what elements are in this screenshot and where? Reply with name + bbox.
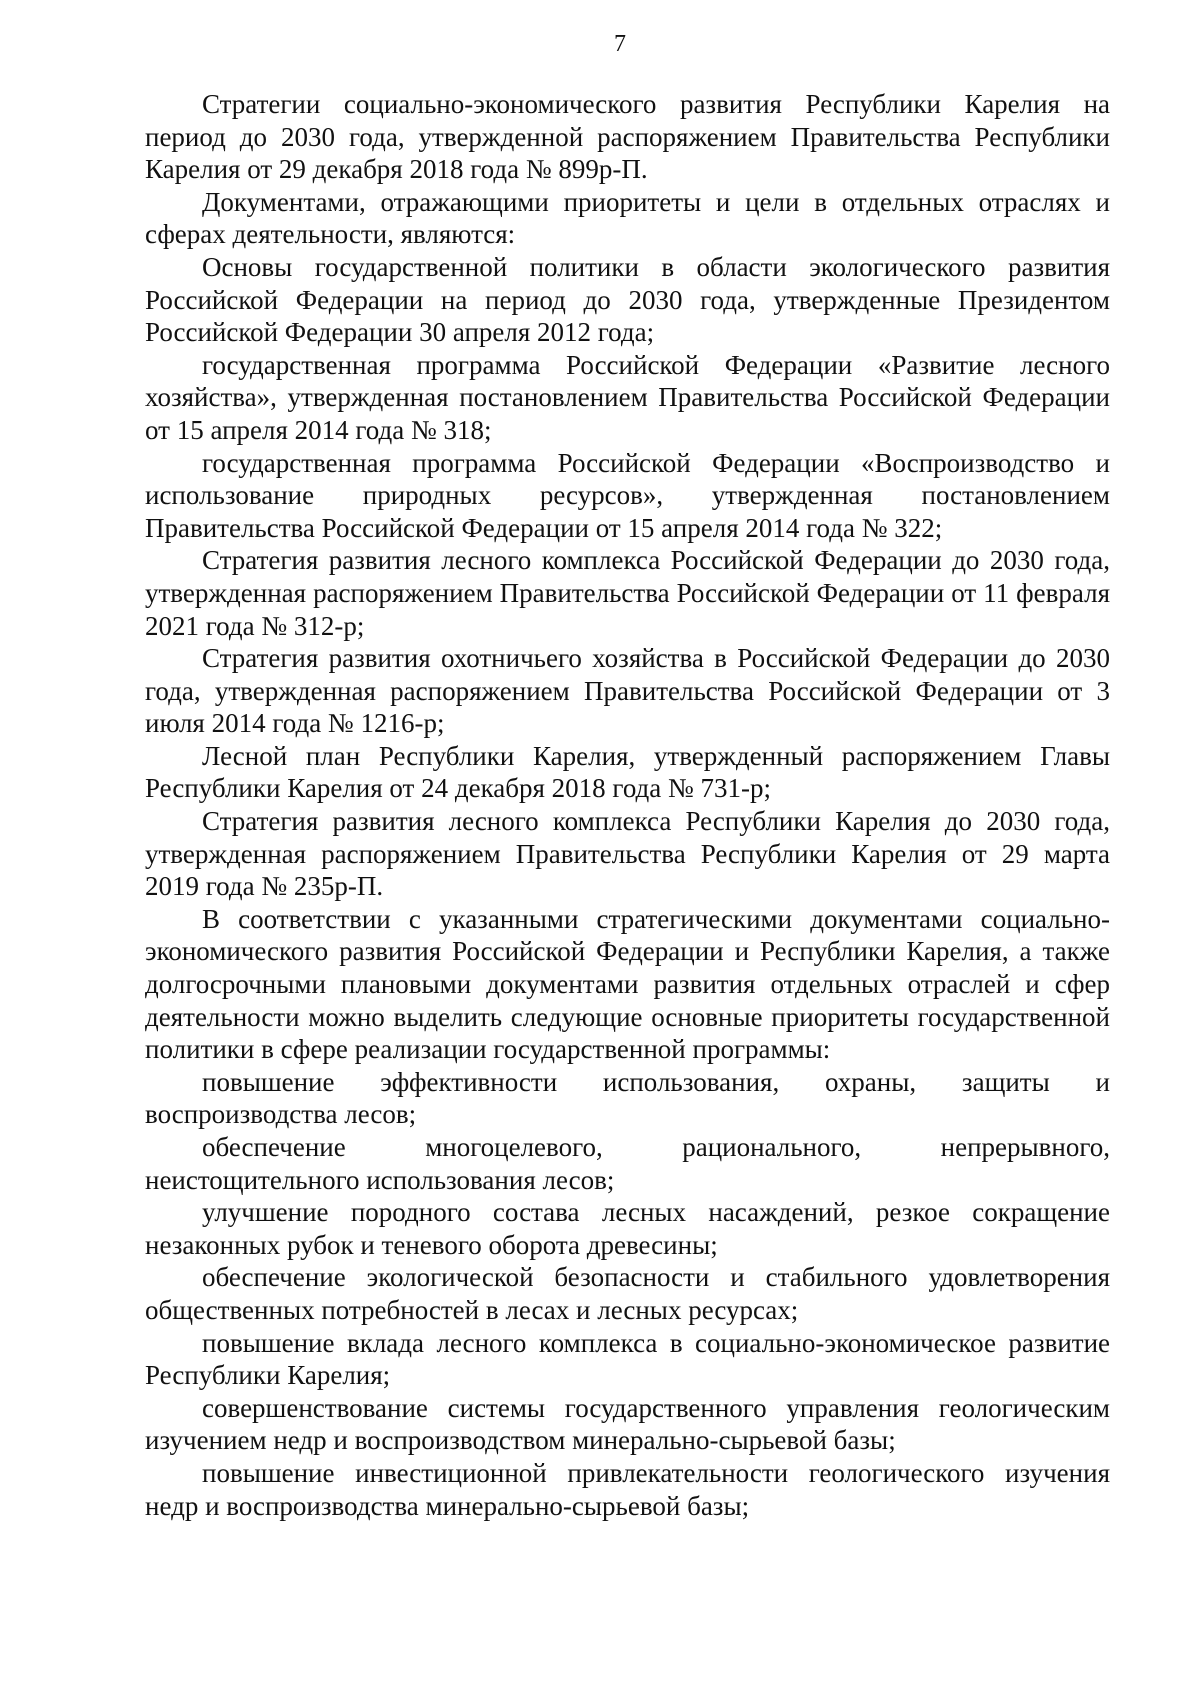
paragraph-priorities-intro: В соответствии с указанными стратегическими документами социально-экономического развития Российской Федерации и Республики Карелия, а также долгосрочными плановыми документами развития отдельных отраслей и сфер деятельности можно выделить следующие основные приоритеты государственной политики в сфере реализации государственной программы: <box>145 903 1110 1065</box>
paragraph-ecological-policy: Основы государственной политики в области экологического развития Российской Федерации на период до 2030 года, утвержденные Президентом Российской Федерации 30 апреля 2012 года; <box>145 251 1110 348</box>
paragraph-strategy-continuation: Стратегии социально-экономического развития Республики Карелия на период до 2030 года, утвержденной распоряжением Правительства Республики Карелия от 29 декабря 2018 года № 899р-П. <box>145 89 1110 185</box>
paragraph-forest-complex-strategy-karelia: Стратегия развития лесного комплекса Республики Карелия до 2030 года, утвержденная распоряжением Правительства Республики Карелия от 29 марта 2019 года № 235р-П. <box>145 806 1110 902</box>
page-number: 7 <box>614 31 626 57</box>
paragraph-forest-plan: Лесной план Республики Карелия, утвержденный распоряжением Главы Республики Карелия от 24 декабря 2018 года № 731-р; <box>145 740 1110 804</box>
paragraph-documents-intro: Документами, отражающими приоритеты и цели в отдельных отраслях и сферах деятельности, являются: <box>145 186 1110 250</box>
list-item-priority: повышение вклада лесного комплекса в социально-экономическое развитие Республики Карелия; <box>145 1327 1110 1391</box>
document-body <box>145 88 1110 1522</box>
paragraph-resources-program: государственная программа Российской Федерации «Воспроизводство и использование природных ресурсов», утвержденная постановлением Правительства Российской Федерации от 15 апреля 2014 года № 322; <box>145 447 1110 543</box>
list-item-priority: повышение эффективности использования, охраны, защиты и воспроизводства лесов; <box>145 1066 1110 1130</box>
list-item-priority: улучшение породного состава лесных насаждений, резкое сокращение незаконных рубок и теневого оборота древесины; <box>145 1197 1110 1260</box>
paragraph-hunting-strategy: Стратегия развития охотничьего хозяйства в Российской Федерации до 2030 года, утвержденная распоряжением Правительства Российской Федерации от 3 июля 2014 года № 1216-р; <box>145 643 1110 739</box>
list-item-priority: обеспечение экологической безопасности и стабильного удовлетворения общественных потребностей в лесах и лесных ресурсах; <box>145 1262 1110 1325</box>
paragraph-forest-complex-strategy-rf: Стратегия развития лесного комплекса Российской Федерации до 2030 года, утвержденная распоряжением Правительства Российской Федерации от 11 февраля 2021 года № 312-р; <box>145 545 1110 641</box>
list-item-priority: обеспечение многоцелевого, рационального, непрерывного, неистощительного использования лесов; <box>145 1132 1110 1195</box>
list-item-priority: совершенствование системы государственного управления геологическим изучением недр и воспроизводством минерально-сырьевой базы; <box>145 1392 1110 1456</box>
paragraph-forestry-program: государственная программа Российской Федерации «Развитие лесного хозяйства», утвержденная постановлением Правительства Российской Федерации от 15 апреля 2014 года № 318; <box>145 349 1110 445</box>
list-item-priority: повышение инвестиционной привлекательности геологического изучения недр и воспроизводства минерально-сырьевой базы; <box>145 1457 1110 1521</box>
